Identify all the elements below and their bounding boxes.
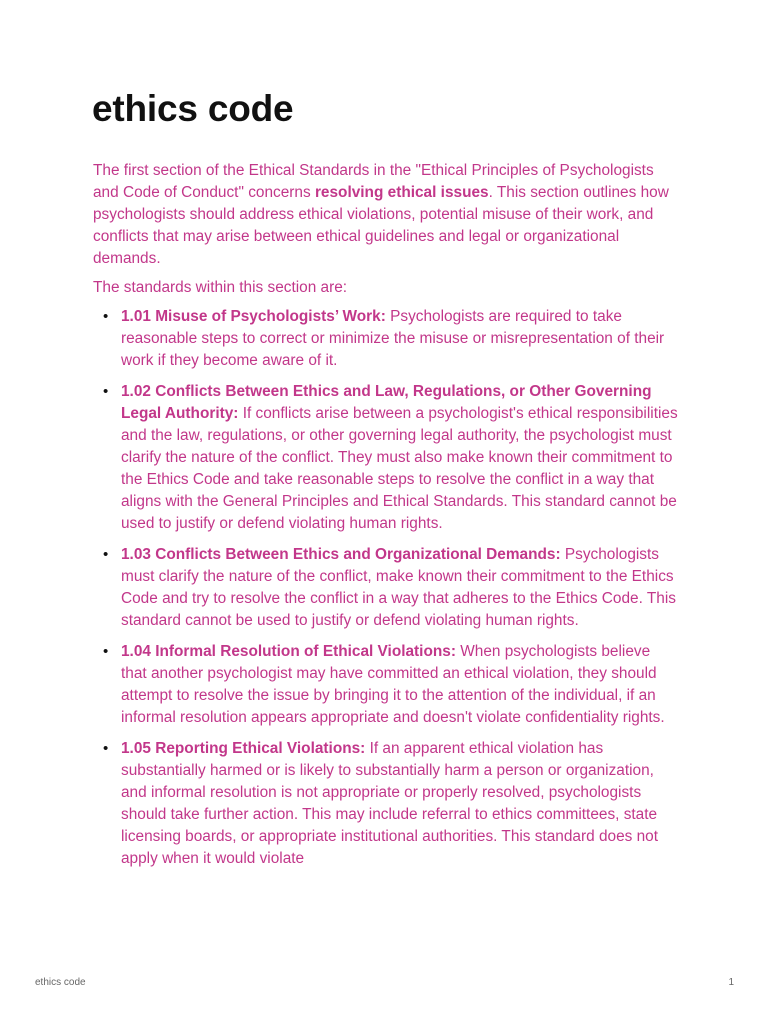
bullet-icon: • [103,643,109,660]
list-item [103,381,679,535]
list-item [103,641,679,729]
list-item [103,544,679,632]
standard-heading: 1.03 Conflicts Between Ethics and Organizational Demands: [121,546,561,563]
standard-text: If conflicts arise between a psychologist's ethical responsibilities and the law, regulations, or other governing legal authority, the psychologist must clarify the nature of the conflict. They must also make known their commitment to the Ethics Code and take reasonable steps to resolve the conflict in a way that aligns with the General Principles and Ethical Standards. This standard cannot be used to justify or defend violating human rights. [121,405,678,532]
footer-title: ethics code [35,977,86,988]
standard-heading: 1.01 Misuse of Psychologists’ Work: [121,308,386,325]
list-item [103,306,679,372]
bullet-icon: • [103,546,109,563]
standard-heading: 1.04 Informal Resolution of Ethical Violations: [121,643,456,660]
standard-heading: 1.05 Reporting Ethical Violations: [121,740,366,757]
bullet-icon: • [103,740,109,757]
standard-text: When psychologists believe that another psychologist may have committed an ethical violation, they should attempt to resolve the issue by bringing it to the attention of the individual, if an informal resolution appears appropriate and doesn't violate confidentiality rights. [121,643,665,726]
document-body [93,160,679,879]
intro-text-before: The first section of the Ethical Standards in the "Ethical Principles of Psychologists and Code of Conduct" concerns [93,162,654,201]
standards-list [93,306,679,870]
list-item [103,738,679,870]
intro-paragraph [93,160,679,270]
page-title: ethics code [92,88,294,129]
intro-bold-phrase: resolving ethical issues [314,184,489,201]
standard-text: Psychologists must clarify the nature of the conflict, make known their commitment to the Ethics Code and try to resolve the conflict in a way that adheres to the Ethics Code. This standard cannot be used to justify or defend violating human rights. [121,546,676,629]
bullet-icon: • [103,383,109,400]
bullet-icon: • [103,308,109,325]
standard-text: If an apparent ethical violation has substantially harmed or is likely to substantially harm a person or organization, and informal resolution is not appropriate or properly resolved, psychologists should take further action. This may include referral to ethics committees, state licensing boards, or appropriate institutional authorities. This standard does not apply when it would violate [121,740,658,867]
list-intro: The standards within this section are: [93,279,348,296]
intro-text-after: . This section outlines how psychologists should address ethical violations, potential misuse of their work, and conflicts that may arise between ethical guidelines and legal or organizational demands. [93,184,669,267]
standard-text: Psychologists are required to take reasonable steps to correct or minimize the misuse or misrepresentation of their work if they become aware of it. [121,308,665,369]
standard-heading: 1.02 Conflicts Between Ethics and Law, Regulations, or Other Governing Legal Authority: [121,383,652,422]
page-number: 1 [728,977,734,988]
